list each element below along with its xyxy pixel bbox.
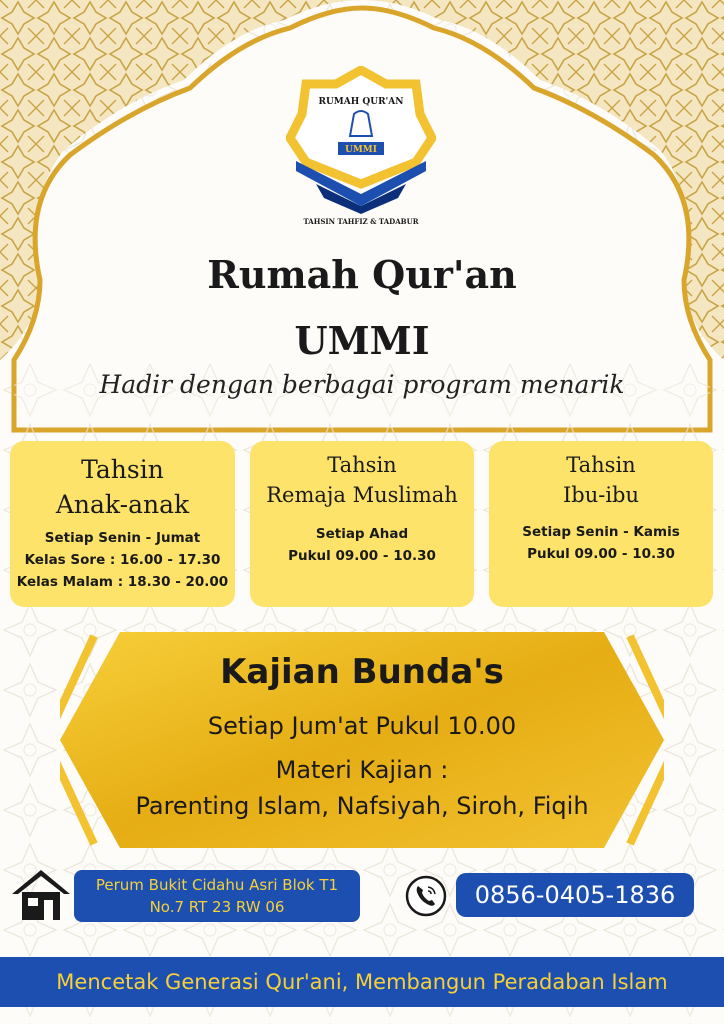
title-line-1: Rumah Qur'an <box>207 252 517 297</box>
phone-icon <box>404 874 448 918</box>
tagline: Hadir dengan berbagai program menarik <box>99 370 625 399</box>
kajian-time: Setiap Jum'at Pukul 10.00 <box>207 712 517 740</box>
address-box <box>74 870 360 922</box>
svg-text:RUMAH QUR'AN: RUMAH QUR'AN <box>318 97 404 107</box>
schedule-line: Setiap Senin - Kamis <box>522 524 680 540</box>
title-line-2: UMMI <box>294 318 430 363</box>
address-line-1: Perum Bukit Cidahu Asri Blok T1 <box>95 876 339 894</box>
kajian-title: Kajian Bunda's <box>220 652 504 692</box>
schedule-line: Setiap Senin - Jumat <box>44 530 201 546</box>
kajian-materi-label: Materi Kajian : <box>275 756 449 784</box>
program-title-1: Tahsin <box>81 455 164 484</box>
house-icon <box>10 868 72 922</box>
schedule-line: Pukul 09.00 - 10.30 <box>288 548 436 564</box>
kajian-banner <box>60 632 664 848</box>
schedule-line: Kelas Sore : 16.00 - 17.30 <box>24 552 221 568</box>
phone-number: 0856-0405-1836 <box>456 873 694 917</box>
address-line-2: No.7 RT 23 RW 06 <box>149 898 285 916</box>
program-card-remaja-muslimah <box>250 441 474 607</box>
program-subtitle-1: Anak-anak <box>55 490 190 519</box>
program-subtitle-2: Remaja Muslimah <box>266 483 458 507</box>
schedule-line: Setiap Ahad <box>315 526 409 542</box>
svg-text:TAHSIN TAHFIZ & TADABUR: TAHSIN TAHFIZ & TADABUR <box>303 217 419 226</box>
program-card-anak-anak <box>10 441 235 607</box>
schedule-line: Kelas Malam : 18.30 - 20.00 <box>16 574 229 590</box>
program-title-2: Tahsin <box>327 453 397 477</box>
program-card-ibu-ibu <box>489 441 713 607</box>
svg-text:UMMI: UMMI <box>345 145 377 155</box>
rumah-quran-logo <box>286 66 436 226</box>
footer-slogan: Mencetak Generasi Qur'ani, Membangun Peradaban Islam <box>0 957 724 1007</box>
schedule-line: Pukul 09.00 - 10.30 <box>527 546 675 562</box>
program-subtitle-3: Ibu-ibu <box>562 483 640 507</box>
program-title-3: Tahsin <box>566 453 636 477</box>
kajian-materi: Parenting Islam, Nafsiyah, Siroh, Fiqih <box>135 792 589 820</box>
